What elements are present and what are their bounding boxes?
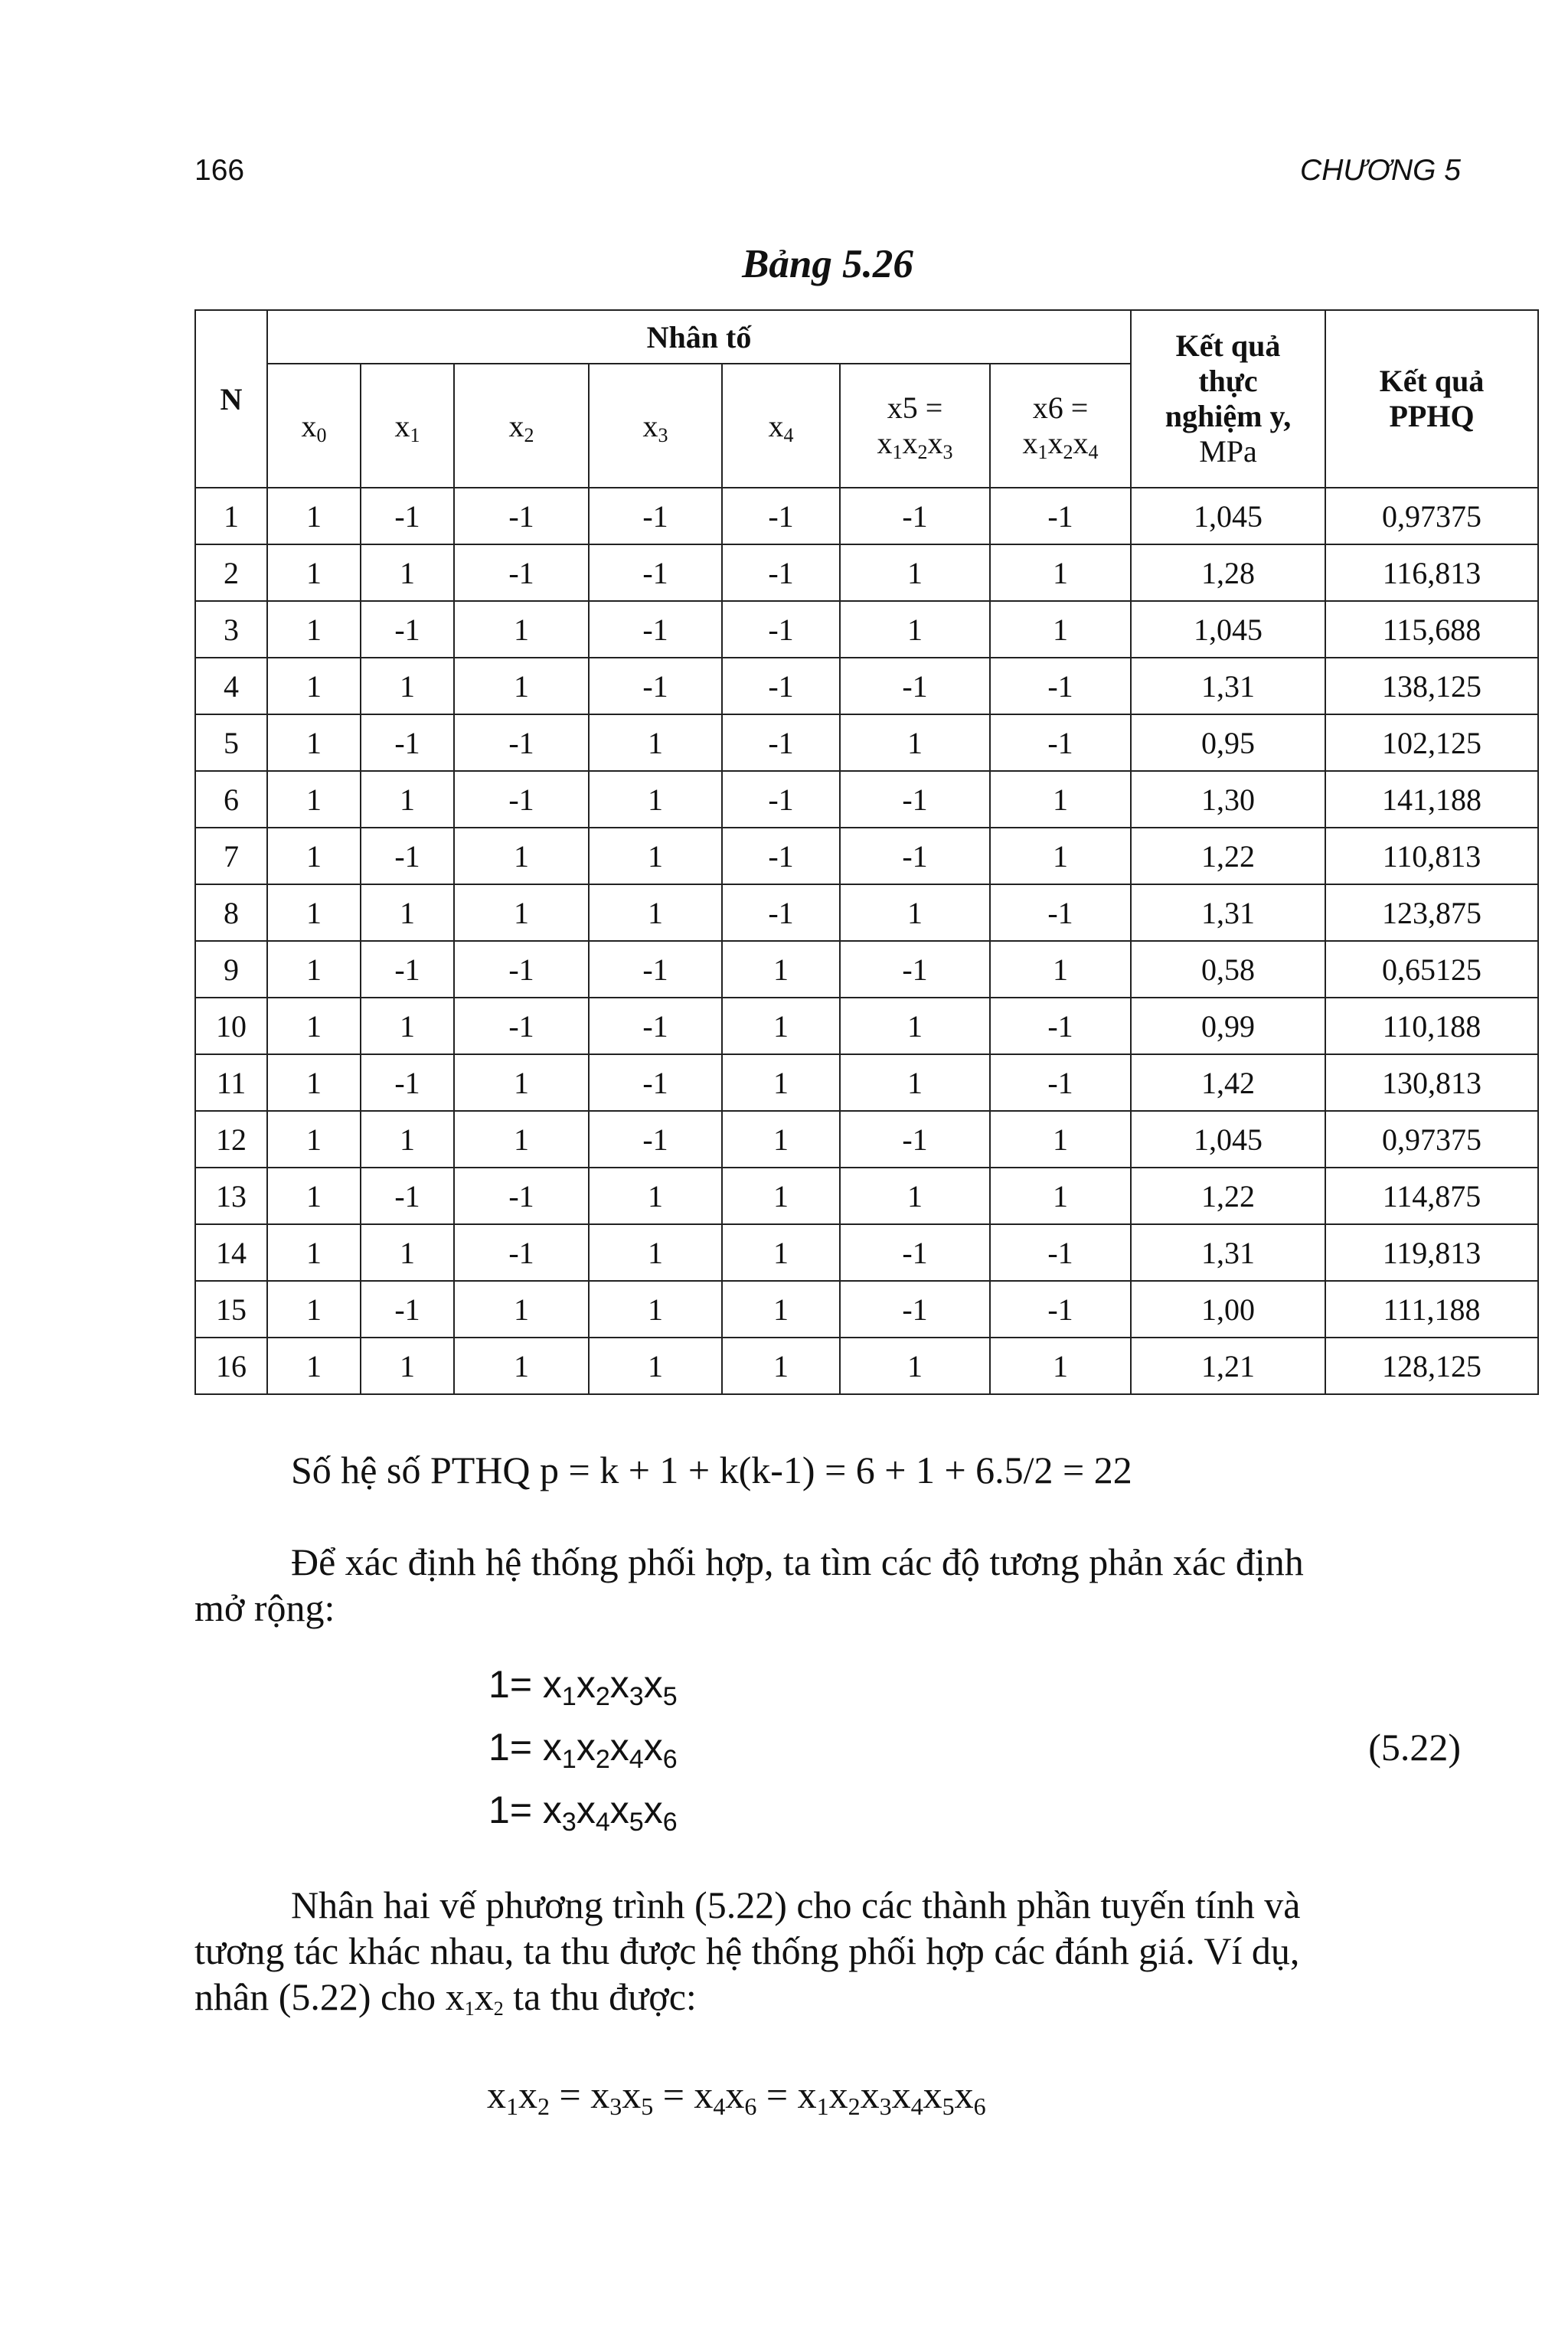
cell-x3: 1 (589, 1168, 722, 1224)
header-exp-line-1: Kết quả (1175, 328, 1281, 363)
header-x6-top: x6 = (1032, 390, 1089, 425)
cell-x3: 1 (589, 771, 722, 828)
cell-pphq: 123,875 (1325, 884, 1538, 941)
cell-x3: 1 (589, 828, 722, 884)
cell-x6: 1 (990, 1111, 1131, 1168)
header-x5 (840, 364, 990, 488)
cell-experimental-y: 0,95 (1131, 714, 1325, 771)
cell-x1: -1 (361, 941, 454, 998)
cell-experimental-y: 1,28 (1131, 544, 1325, 601)
cell-x4: 1 (722, 1281, 840, 1338)
cell-n: 2 (195, 544, 267, 601)
cell-x1: -1 (361, 828, 454, 884)
cell-x6: 1 (990, 1338, 1131, 1394)
cell-pphq: 128,125 (1325, 1338, 1538, 1394)
cell-n: 3 (195, 601, 267, 658)
cell-x5: -1 (840, 941, 990, 998)
cell-pphq: 141,188 (1325, 771, 1538, 828)
paragraph-multiplication-line-3: nhân (5.22) cho $x_1x_2$ ta thu được: (194, 1975, 697, 2020)
header-x4: $x_4$ (722, 364, 840, 488)
cell-experimental-y: 1,31 (1131, 884, 1325, 941)
cell-x0: 1 (267, 1338, 361, 1394)
header-factor-group: Nhân tố (267, 310, 1131, 364)
cell-x4: 1 (722, 1111, 840, 1168)
cell-x0: 1 (267, 771, 361, 828)
cell-x6: 1 (990, 771, 1131, 828)
table-row (195, 828, 1538, 884)
cell-x0: 1 (267, 1224, 361, 1281)
cell-x3: 1 (589, 1281, 722, 1338)
cell-pphq: 0,97375 (1325, 1111, 1538, 1168)
cell-x4: -1 (722, 828, 840, 884)
cell-x3: -1 (589, 544, 722, 601)
cell-x1: 1 (361, 998, 454, 1054)
paragraph-coefficient-text: Số hệ số PTHQ p = k + 1 + k(k-1) = 6 + 1 + 6.5/2 = 22 (291, 1449, 1132, 1491)
table-row (195, 488, 1538, 544)
cell-x2: -1 (454, 544, 589, 601)
header-x5-product: $x_1x_2x_3$ (877, 426, 953, 463)
cell-x2: -1 (454, 941, 589, 998)
cell-pphq: 0,97375 (1325, 488, 1538, 544)
cell-n: 4 (195, 658, 267, 714)
cell-x4: -1 (722, 771, 840, 828)
cell-x2: 1 (454, 1111, 589, 1168)
header-experimental-result (1131, 310, 1325, 488)
table-row (195, 658, 1538, 714)
cell-x3: -1 (589, 1111, 722, 1168)
cell-pphq: 119,813 (1325, 1224, 1538, 1281)
cell-experimental-y: 1,045 (1131, 488, 1325, 544)
cell-x6: -1 (990, 884, 1131, 941)
cell-x5: 1 (840, 544, 990, 601)
cell-x1: 1 (361, 1111, 454, 1168)
cell-x6: -1 (990, 1224, 1131, 1281)
cell-experimental-y: 1,31 (1131, 1224, 1325, 1281)
cell-pphq: 114,875 (1325, 1168, 1538, 1224)
cell-x6: 1 (990, 828, 1131, 884)
cell-x0: 1 (267, 544, 361, 601)
cell-x3: 1 (589, 1224, 722, 1281)
cell-x6: -1 (990, 1054, 1131, 1111)
cell-x3: -1 (589, 601, 722, 658)
equation-line-1: $1= x_1x_2x_3x_5$ (488, 1663, 678, 1711)
cell-n: 10 (195, 998, 267, 1054)
cell-x4: -1 (722, 488, 840, 544)
paragraph-multiplication-line-2: tương tác khác nhau, ta thu được hệ thống phối hợp các đánh giá. Ví dụ, (194, 1929, 1300, 1972)
header-n: N (195, 310, 267, 488)
cell-x3: -1 (589, 998, 722, 1054)
cell-experimental-y: 1,22 (1131, 1168, 1325, 1224)
header-exp-line-2: thực (1198, 364, 1258, 398)
header-exp-line-3: nghiệm y, (1165, 399, 1292, 433)
header-pphq-result (1325, 310, 1538, 488)
cell-x5: -1 (840, 771, 990, 828)
cell-pphq: 0,65125 (1325, 941, 1538, 998)
cell-n: 6 (195, 771, 267, 828)
paragraph-contrast-line-1: Để xác định hệ thống phối hợp, ta tìm các độ tương phản xác định (291, 1540, 1304, 1583)
cell-x6: -1 (990, 714, 1131, 771)
cell-x0: 1 (267, 828, 361, 884)
cell-x5: 1 (840, 1338, 990, 1394)
paragraph-multiplication-line-1: Nhân hai vế phương trình (5.22) cho các thành phần tuyến tính và (291, 1883, 1301, 1926)
cell-x6: -1 (990, 488, 1131, 544)
cell-pphq: 130,813 (1325, 1054, 1538, 1111)
table-row (195, 1111, 1538, 1168)
cell-x2: 1 (454, 601, 589, 658)
cell-pphq: 110,188 (1325, 998, 1538, 1054)
cell-x4: 1 (722, 1338, 840, 1394)
cell-x5: 1 (840, 884, 990, 941)
table-row (195, 1054, 1538, 1111)
header-exp-line-4: MPa (1199, 434, 1257, 469)
cell-x0: 1 (267, 998, 361, 1054)
table-row (195, 771, 1538, 828)
cell-x1: 1 (361, 771, 454, 828)
cell-x2: -1 (454, 1168, 589, 1224)
cell-x1: -1 (361, 1168, 454, 1224)
cell-n: 5 (195, 714, 267, 771)
cell-x0: 1 (267, 1111, 361, 1168)
paragraph-contrast-line-2: mở rộng: (194, 1586, 335, 1629)
cell-x2: -1 (454, 998, 589, 1054)
table-row (195, 1168, 1538, 1224)
cell-x0: 1 (267, 714, 361, 771)
cell-pphq: 102,125 (1325, 714, 1538, 771)
equation-line-2: $1= x_1x_2x_4x_6$ (488, 1726, 678, 1774)
cell-x4: 1 (722, 1224, 840, 1281)
cell-x2: 1 (454, 884, 589, 941)
cell-x6: 1 (990, 1168, 1131, 1224)
cell-x0: 1 (267, 1168, 361, 1224)
chapter-name: CHƯƠNG 5 (1300, 154, 1461, 187)
table-title: Bảng 5.26 (742, 242, 913, 286)
header-x5-top: x5 = (887, 390, 943, 425)
cell-x5: -1 (840, 828, 990, 884)
cell-x2: 1 (454, 1054, 589, 1111)
equation-line-3: $1= x_3x_4x_5x_6$ (488, 1788, 678, 1837)
cell-x3: 1 (589, 714, 722, 771)
cell-x6: -1 (990, 1281, 1131, 1338)
cell-x4: -1 (722, 714, 840, 771)
cell-x6: 1 (990, 544, 1131, 601)
cell-x5: 1 (840, 1168, 990, 1224)
header-x6-product: $x_1x_2x_4$ (1022, 426, 1099, 463)
cell-x0: 1 (267, 941, 361, 998)
paragraph-multiplication (194, 1882, 1461, 2020)
table-row (195, 601, 1538, 658)
cell-n: 12 (195, 1111, 267, 1168)
cell-x4: 1 (722, 998, 840, 1054)
cell-x4: -1 (722, 544, 840, 601)
cell-x5: -1 (840, 488, 990, 544)
cell-x2: 1 (454, 658, 589, 714)
cell-pphq: 116,813 (1325, 544, 1538, 601)
cell-x6: -1 (990, 658, 1131, 714)
cell-x1: -1 (361, 1281, 454, 1338)
cell-x0: 1 (267, 601, 361, 658)
cell-x5: -1 (840, 1281, 990, 1338)
cell-n: 14 (195, 1224, 267, 1281)
cell-x4: 1 (722, 1054, 840, 1111)
table-row (195, 998, 1538, 1054)
cell-x4: -1 (722, 601, 840, 658)
paragraph-contrast-intro (194, 1539, 1461, 1631)
cell-x2: -1 (454, 771, 589, 828)
cell-n: 16 (195, 1338, 267, 1394)
table-row (195, 1224, 1538, 1281)
header-pphq-line-2: PPHQ (1389, 399, 1475, 433)
table-row (195, 1338, 1538, 1394)
cell-pphq: 111,188 (1325, 1281, 1538, 1338)
product-equation: $x_1x_2 = x_3x_5 = x_4x_6 = x_1x_2x_3x_4x_5x_6$ (487, 2073, 986, 2120)
cell-x5: -1 (840, 1111, 990, 1168)
cell-pphq: 115,688 (1325, 601, 1538, 658)
cell-x4: -1 (722, 658, 840, 714)
cell-x0: 1 (267, 884, 361, 941)
cell-n: 11 (195, 1054, 267, 1111)
table-row (195, 884, 1538, 941)
table-row (195, 544, 1538, 601)
cell-experimental-y: 1,00 (1131, 1281, 1325, 1338)
cell-experimental-y: 0,99 (1131, 998, 1325, 1054)
cell-x5: -1 (840, 1224, 990, 1281)
cell-experimental-y: 1,045 (1131, 1111, 1325, 1168)
cell-experimental-y: 1,22 (1131, 828, 1325, 884)
cell-x1: -1 (361, 488, 454, 544)
cell-x1: 1 (361, 658, 454, 714)
table-row (195, 941, 1538, 998)
cell-x4: -1 (722, 884, 840, 941)
cell-x1: 1 (361, 544, 454, 601)
cell-x3: -1 (589, 658, 722, 714)
cell-x3: -1 (589, 1054, 722, 1111)
equation-number: (5.22) (1368, 1726, 1461, 1769)
cell-n: 9 (195, 941, 267, 998)
cell-experimental-y: 1,42 (1131, 1054, 1325, 1111)
cell-n: 7 (195, 828, 267, 884)
cell-x0: 1 (267, 1281, 361, 1338)
cell-x6: -1 (990, 998, 1131, 1054)
cell-x2: -1 (454, 488, 589, 544)
cell-experimental-y: 1,045 (1131, 601, 1325, 658)
header-x1: $x_1$ (361, 364, 454, 488)
header-pphq-line-1: Kết quả (1379, 364, 1485, 398)
cell-x0: 1 (267, 488, 361, 544)
cell-x3: 1 (589, 1338, 722, 1394)
header-row-top (195, 310, 1538, 364)
cell-x1: -1 (361, 714, 454, 771)
cell-x1: -1 (361, 1054, 454, 1111)
cell-experimental-y: 1,30 (1131, 771, 1325, 828)
cell-x6: 1 (990, 601, 1131, 658)
cell-x0: 1 (267, 1054, 361, 1111)
cell-x6: 1 (990, 941, 1131, 998)
cell-x4: 1 (722, 1168, 840, 1224)
cell-x3: 1 (589, 884, 722, 941)
cell-x3: -1 (589, 941, 722, 998)
cell-x4: 1 (722, 941, 840, 998)
cell-experimental-y: 1,31 (1131, 658, 1325, 714)
page-header (194, 150, 1461, 191)
page-number: 166 (194, 154, 245, 187)
cell-n: 13 (195, 1168, 267, 1224)
table-body (195, 488, 1538, 1394)
header-x3: $x_3$ (589, 364, 722, 488)
cell-x2: 1 (454, 828, 589, 884)
cell-experimental-y: 1,21 (1131, 1338, 1325, 1394)
cell-x2: -1 (454, 714, 589, 771)
cell-x2: 1 (454, 1281, 589, 1338)
paragraph-coefficient-count (194, 1447, 1461, 1493)
cell-x5: -1 (840, 658, 990, 714)
cell-n: 1 (195, 488, 267, 544)
cell-x1: 1 (361, 884, 454, 941)
cell-x1: -1 (361, 601, 454, 658)
header-x6 (990, 364, 1131, 488)
cell-n: 8 (195, 884, 267, 941)
data-table (194, 309, 1539, 1395)
table-row (195, 1281, 1538, 1338)
cell-experimental-y: 0,58 (1131, 941, 1325, 998)
cell-x3: -1 (589, 488, 722, 544)
cell-pphq: 110,813 (1325, 828, 1538, 884)
cell-x5: 1 (840, 998, 990, 1054)
cell-pphq: 138,125 (1325, 658, 1538, 714)
cell-n: 15 (195, 1281, 267, 1338)
cell-x5: 1 (840, 1054, 990, 1111)
cell-x2: 1 (454, 1338, 589, 1394)
cell-x2: -1 (454, 1224, 589, 1281)
cell-x1: 1 (361, 1224, 454, 1281)
header-x2: $x_2$ (454, 364, 589, 488)
cell-x0: 1 (267, 658, 361, 714)
cell-x5: 1 (840, 601, 990, 658)
cell-x5: 1 (840, 714, 990, 771)
header-x0: $x_0$ (267, 364, 361, 488)
table-row (195, 714, 1538, 771)
cell-x1: 1 (361, 1338, 454, 1394)
